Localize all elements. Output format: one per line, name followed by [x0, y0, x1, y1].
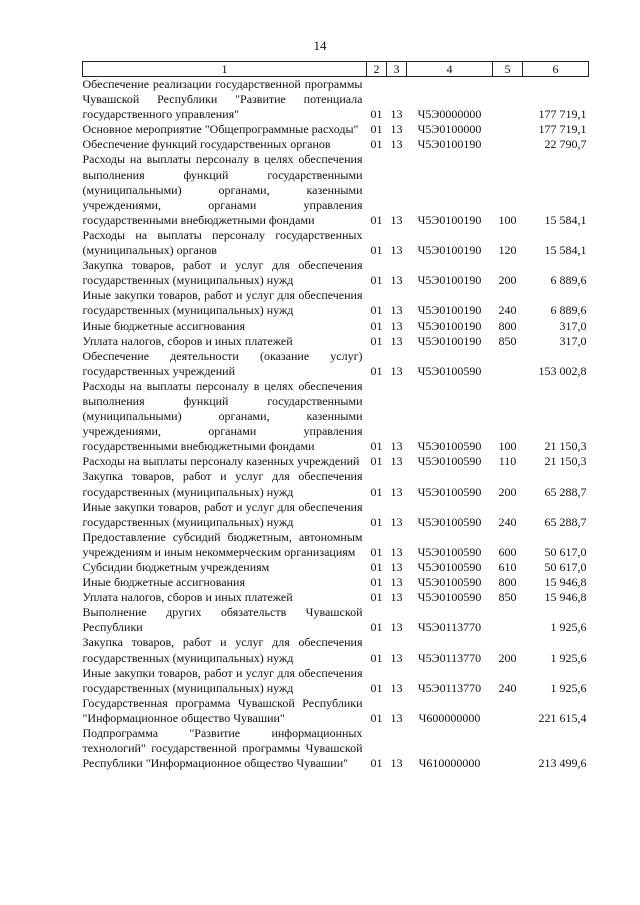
row-expense-type: 240	[498, 303, 517, 318]
row-section: 01	[370, 333, 383, 348]
row-subsection: 13	[390, 122, 403, 137]
row-amount: 177 719,1	[538, 107, 587, 122]
column-header: 2	[367, 62, 387, 77]
row-target-article: Ч5Э0100190	[417, 333, 482, 348]
row-amount: 213 499,6	[538, 756, 587, 771]
row-target-article: Ч5Э0100000	[417, 122, 482, 137]
table-row	[83, 605, 589, 635]
row-expense-type: 240	[498, 680, 517, 695]
row-section: 01	[370, 243, 383, 258]
row-amount: 221 615,4	[538, 710, 587, 725]
row-subsection: 13	[390, 107, 403, 122]
row-name: Подпрограмма "Развитие информационных технологий" государственной программы Чувашской Республики "Информационное общество Чувашии"	[82, 726, 363, 771]
row-name: Предоставление субсидий бюджетным, автономным учреждениям и иным некоммерческим организациям	[82, 529, 363, 559]
table-row	[83, 379, 589, 454]
row-expense-type: 110	[498, 454, 517, 469]
row-subsection: 13	[390, 560, 403, 574]
row-subsection: 13	[390, 363, 403, 378]
table-row	[83, 152, 589, 227]
row-expense-type	[493, 696, 523, 726]
row-expense-type: 200	[498, 484, 517, 499]
budget-table	[82, 61, 589, 771]
row-section: 01	[370, 590, 383, 605]
table-row	[83, 137, 589, 152]
row-amount: 50 617,0	[544, 560, 587, 574]
row-amount: 1 925,6	[550, 620, 587, 635]
table-row	[83, 666, 589, 696]
row-target-article: Ч5Э0100590	[417, 544, 482, 559]
row-target-article: Ч600000000	[418, 710, 481, 725]
page-number: 14	[313, 38, 327, 53]
row-section: 01	[370, 575, 383, 590]
row-target-article: Ч5Э0100190	[417, 243, 482, 258]
row-subsection: 13	[390, 544, 403, 559]
row-subsection: 13	[390, 620, 403, 635]
row-expense-type: 800	[498, 318, 517, 333]
row-name: Основное мероприятие "Общепрограммные расходы"	[82, 122, 359, 137]
row-section: 01	[370, 620, 383, 635]
row-target-article: Ч610000000	[418, 756, 481, 771]
row-expense-type: 800	[498, 575, 517, 590]
row-target-article: Ч5Э0100190	[417, 212, 482, 227]
row-name: Расходы на выплаты персоналу казенных учреждений	[82, 454, 360, 469]
row-target-article: Ч5Э0113770	[417, 680, 482, 695]
row-name: Выполнение других обязательств Чувашской Республики	[82, 605, 363, 635]
table-row	[83, 560, 589, 575]
table-row	[83, 319, 589, 334]
column-header: 5	[493, 62, 523, 77]
row-subsection: 13	[390, 756, 403, 771]
row-amount: 15 946,8	[544, 590, 587, 605]
row-expense-type: 100	[498, 212, 517, 227]
row-target-article: Ч5Э0100590	[417, 363, 482, 378]
row-amount: 1 925,6	[550, 680, 587, 695]
row-amount: 50 617,0	[544, 544, 587, 559]
row-expense-type	[493, 605, 523, 635]
row-subsection: 13	[390, 137, 403, 152]
row-amount: 153 002,8	[538, 363, 587, 378]
row-expense-type: 100	[498, 439, 517, 454]
table-row	[83, 334, 589, 349]
table-row	[83, 696, 589, 726]
table-row	[83, 635, 589, 665]
table-row	[83, 575, 589, 590]
row-section: 01	[370, 273, 383, 288]
row-subsection: 13	[390, 303, 403, 318]
row-amount: 22 790,7	[544, 137, 587, 152]
row-target-article: Ч5Э0100590	[417, 439, 482, 454]
row-name: Расходы на выплаты персоналу в целях обеспечения выполнения функций государственными (муниципальными) органами, казенными учреждениями, органами управления государственными внебюджетными фондами	[82, 152, 363, 227]
row-target-article: Ч5Э0100590	[417, 454, 482, 469]
column-number-row	[83, 62, 589, 77]
row-name: Иные закупки товаров, работ и услуг для обеспечения государственных (муниципальных) нужд	[82, 499, 363, 529]
row-name: Иные закупки товаров, работ и услуг для обеспечения государственных (муниципальных) нужд	[82, 665, 363, 695]
row-subsection: 13	[390, 680, 403, 695]
row-target-article: Ч5Э0100190	[417, 318, 482, 333]
row-name: Обеспечение функций государственных органов	[82, 137, 331, 152]
column-header: 6	[523, 62, 589, 77]
row-subsection: 13	[390, 590, 403, 605]
row-name: Уплата налогов, сборов и иных платежей	[82, 333, 293, 348]
column-header: 3	[387, 62, 407, 77]
table-row	[83, 258, 589, 288]
row-name: Субсидии бюджетным учреждениям	[82, 560, 270, 574]
row-amount: 317,0	[559, 318, 587, 333]
table-row	[83, 122, 589, 137]
row-target-article: Ч5Э0100590	[417, 514, 482, 529]
row-target-article: Ч5Э0100190	[417, 137, 482, 152]
table-row	[83, 454, 589, 469]
row-amount: 15 584,1	[544, 243, 587, 258]
row-expense-type	[493, 122, 523, 137]
row-amount: 21 150,3	[544, 454, 587, 469]
row-expense-type	[493, 137, 523, 152]
row-target-article: Ч5Э0100590	[417, 590, 482, 605]
row-subsection: 13	[390, 710, 403, 725]
row-name: Иные бюджетные ассигнования	[82, 575, 245, 590]
row-target-article: Ч5Э0000000	[417, 107, 482, 122]
row-subsection: 13	[390, 273, 403, 288]
row-target-article: Ч5Э0100190	[417, 273, 482, 288]
table-row	[83, 288, 589, 318]
row-amount: 6 889,6	[550, 273, 587, 288]
row-amount: 15 584,1	[544, 212, 587, 227]
row-subsection: 13	[390, 243, 403, 258]
row-expense-type: 850	[498, 333, 517, 348]
row-section: 01	[370, 560, 383, 574]
row-target-article: Ч5Э0113770	[417, 650, 482, 665]
row-amount: 1 925,6	[550, 650, 587, 665]
row-expense-type: 120	[498, 243, 517, 258]
row-subsection: 13	[390, 575, 403, 590]
row-section: 01	[370, 303, 383, 318]
row-subsection: 13	[390, 484, 403, 499]
row-subsection: 13	[390, 333, 403, 348]
row-section: 01	[370, 122, 383, 137]
row-target-article: Ч5Э0100590	[417, 484, 482, 499]
row-name: Обеспечение деятельности (оказание услуг) государственных учреждений	[82, 348, 363, 378]
row-section: 01	[370, 318, 383, 333]
row-section: 01	[370, 756, 383, 771]
row-section: 01	[370, 212, 383, 227]
row-expense-type	[493, 349, 523, 379]
row-expense-type: 200	[498, 650, 517, 665]
row-amount: 15 946,8	[544, 575, 587, 590]
table-row	[83, 469, 589, 499]
row-subsection: 13	[390, 439, 403, 454]
row-name: Иные бюджетные ассигнования	[82, 318, 245, 333]
row-target-article: Ч5Э0100590	[417, 575, 482, 590]
row-expense-type	[493, 77, 523, 123]
row-name: Закупка товаров, работ и услуг для обеспечения государственных (муниципальных) нужд	[82, 469, 363, 499]
column-header: 1	[83, 62, 367, 77]
row-subsection: 13	[390, 454, 403, 469]
row-section: 01	[370, 107, 383, 122]
table-row	[83, 228, 589, 258]
table-row	[83, 590, 589, 605]
row-amount: 6 889,6	[550, 303, 587, 318]
row-amount: 317,0	[559, 333, 587, 348]
row-subsection: 13	[390, 318, 403, 333]
row-name: Расходы на выплаты персоналу государственных (муниципальных) органов	[82, 227, 363, 258]
row-target-article: Ч5Э0100190	[417, 303, 482, 318]
row-expense-type	[493, 726, 523, 771]
row-section: 01	[370, 710, 383, 725]
row-name: Государственная программа Чувашской Республики "Информационное общество Чувашии"	[82, 695, 363, 725]
row-section: 01	[370, 544, 383, 559]
row-expense-type: 240	[498, 514, 517, 529]
table-body	[83, 77, 589, 772]
row-amount: 65 288,7	[544, 484, 587, 499]
row-amount: 65 288,7	[544, 514, 587, 529]
row-section: 01	[370, 650, 383, 665]
row-name: Иные закупки товаров, работ и услуг для обеспечения государственных (муниципальных) нужд	[82, 288, 363, 318]
row-section: 01	[370, 363, 383, 378]
column-header: 4	[407, 62, 493, 77]
table-row	[83, 77, 589, 123]
row-subsection: 13	[390, 650, 403, 665]
row-name: Закупка товаров, работ и услуг для обеспечения государственных (муниципальных) нужд	[82, 635, 363, 665]
row-section: 01	[370, 514, 383, 529]
row-section: 01	[370, 137, 383, 152]
row-amount: 21 150,3	[544, 439, 587, 454]
row-expense-type: 200	[498, 273, 517, 288]
row-section: 01	[370, 454, 383, 469]
row-name: Закупка товаров, работ и услуг для обеспечения государственных (муниципальных) нужд	[82, 258, 363, 288]
row-target-article: Ч5Э0113770	[417, 620, 482, 635]
row-name: Обеспечение реализации государственной программы Чувашской Республики "Развитие потенциала государственного управления"	[82, 77, 363, 122]
row-subsection: 13	[390, 514, 403, 529]
row-name: Уплата налогов, сборов и иных платежей	[82, 590, 293, 605]
table-row	[83, 726, 589, 771]
row-expense-type: 850	[498, 590, 517, 605]
row-name: Расходы на выплаты персоналу в целях обеспечения выполнения функций государственными (муниципальными) органами, казенными учреждениями, органами управления государственными внебюджетными фондами	[82, 378, 363, 454]
row-expense-type: 610	[498, 560, 517, 574]
row-target-article: Ч5Э0100590	[417, 560, 482, 574]
row-section: 01	[370, 439, 383, 454]
row-amount: 177 719,1	[538, 122, 587, 137]
row-expense-type: 600	[498, 544, 517, 559]
table-row	[83, 500, 589, 530]
row-section: 01	[370, 680, 383, 695]
row-section: 01	[370, 484, 383, 499]
row-subsection: 13	[390, 212, 403, 227]
table-row	[83, 349, 589, 379]
table-row	[83, 530, 589, 560]
